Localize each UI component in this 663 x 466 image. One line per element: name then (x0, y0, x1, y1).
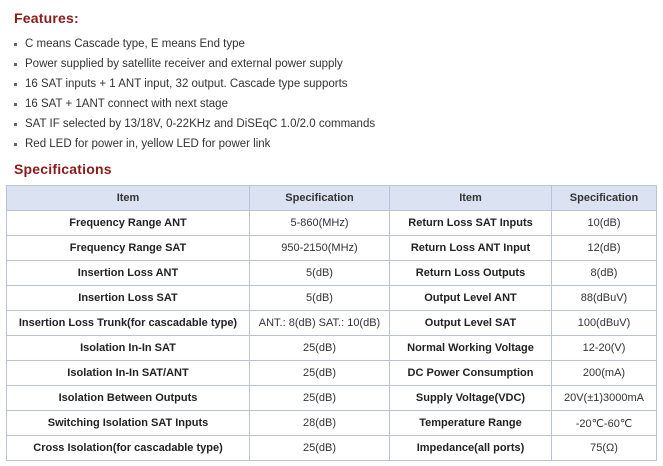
table-row (7, 211, 657, 236)
feature-text: C means Cascade type, E means End type (25, 38, 245, 50)
table-row (7, 261, 657, 286)
spec-value-cell: 20V(±1)3000mA (552, 386, 657, 411)
spec-value-cell: 12-20(V) (552, 336, 657, 361)
feature-text: 16 SAT + 1ANT connect with next stage (25, 98, 228, 110)
spec-item-cell: Output Level ANT (390, 286, 552, 311)
feature-item (14, 134, 654, 154)
feature-item (14, 94, 654, 114)
spec-item-cell: Isolation Between Outputs (7, 386, 250, 411)
specifications-table-body (7, 211, 657, 461)
spec-value-cell: ANT.: 8(dB) SAT.: 10(dB) (250, 311, 390, 336)
spec-item-cell: Impedance(all ports) (390, 436, 552, 461)
spec-item-cell: Return Loss Outputs (390, 261, 552, 286)
table-row (7, 436, 657, 461)
feature-text: Red LED for power in, yellow LED for power link (25, 138, 271, 150)
table-row (7, 236, 657, 261)
spec-item-cell: Return Loss SAT Inputs (390, 211, 552, 236)
spec-value-cell: 5-860(MHz) (250, 211, 390, 236)
feature-item (14, 54, 654, 74)
spec-value-cell: 10(dB) (552, 211, 657, 236)
feature-text: Power supplied by satellite receiver and external power supply (25, 58, 343, 70)
spec-value-cell: 5(dB) (250, 286, 390, 311)
spec-item-cell: Cross Isolation(for cascadable type) (7, 436, 250, 461)
column-header-specification: Specification (552, 186, 657, 211)
feature-item (14, 34, 654, 54)
spec-value-cell: 950-2150(MHz) (250, 236, 390, 261)
square-bullet-icon (14, 63, 17, 66)
spec-value-cell: 25(dB) (250, 386, 390, 411)
features-list (14, 34, 654, 154)
features-heading: Features: (14, 10, 79, 26)
spec-value-cell: 25(dB) (250, 361, 390, 386)
column-header-specification: Specification (250, 186, 390, 211)
spec-value-cell: 75(Ω) (552, 436, 657, 461)
table-header-row (7, 186, 657, 211)
spec-item-cell: Insertion Loss Trunk(for cascadable type) (7, 311, 250, 336)
spec-item-cell: Switching Isolation SAT Inputs (7, 411, 250, 436)
spec-value-cell: 200(mA) (552, 361, 657, 386)
table-row (7, 311, 657, 336)
spec-item-cell: Supply Voltage(VDC) (390, 386, 552, 411)
spec-value-cell: 88(dBuV) (552, 286, 657, 311)
spec-item-cell: Insertion Loss ANT (7, 261, 250, 286)
spec-item-cell: Isolation In-In SAT/ANT (7, 361, 250, 386)
specifications-table (6, 185, 657, 461)
spec-value-cell: 25(dB) (250, 336, 390, 361)
spec-item-cell: Temperature Range (390, 411, 552, 436)
square-bullet-icon (14, 123, 17, 126)
spec-value-cell: 8(dB) (552, 261, 657, 286)
spec-value-cell: 5(dB) (250, 261, 390, 286)
spec-value-cell: -20℃-60℃ (552, 411, 657, 436)
square-bullet-icon (14, 103, 17, 106)
square-bullet-icon (14, 83, 17, 86)
table-row (7, 411, 657, 436)
spec-value-cell: 25(dB) (250, 436, 390, 461)
spec-value-cell: 28(dB) (250, 411, 390, 436)
feature-text: 16 SAT inputs + 1 ANT input, 32 output. Cascade type supports (25, 78, 348, 90)
column-header-item: Item (390, 186, 552, 211)
spec-item-cell: Return Loss ANT Input (390, 236, 552, 261)
spec-item-cell: Frequency Range ANT (7, 211, 250, 236)
spec-item-cell: Insertion Loss SAT (7, 286, 250, 311)
spec-item-cell: DC Power Consumption (390, 361, 552, 386)
spec-value-cell: 100(dBuV) (552, 311, 657, 336)
spec-value-cell: 12(dB) (552, 236, 657, 261)
spec-item-cell: Output Level SAT (390, 311, 552, 336)
specifications-heading: Specifications (14, 161, 112, 177)
spec-item-cell: Normal Working Voltage (390, 336, 552, 361)
spec-item-cell: Isolation In-In SAT (7, 336, 250, 361)
table-row (7, 336, 657, 361)
feature-text: SAT IF selected by 13/18V, 0-22KHz and DiSEqC 1.0/2.0 commands (25, 118, 376, 130)
feature-item (14, 74, 654, 94)
square-bullet-icon (14, 143, 17, 146)
feature-item (14, 114, 654, 134)
column-header-item: Item (7, 186, 250, 211)
spec-item-cell: Frequency Range SAT (7, 236, 250, 261)
table-row (7, 386, 657, 411)
table-row (7, 286, 657, 311)
square-bullet-icon (14, 43, 17, 46)
table-row (7, 361, 657, 386)
